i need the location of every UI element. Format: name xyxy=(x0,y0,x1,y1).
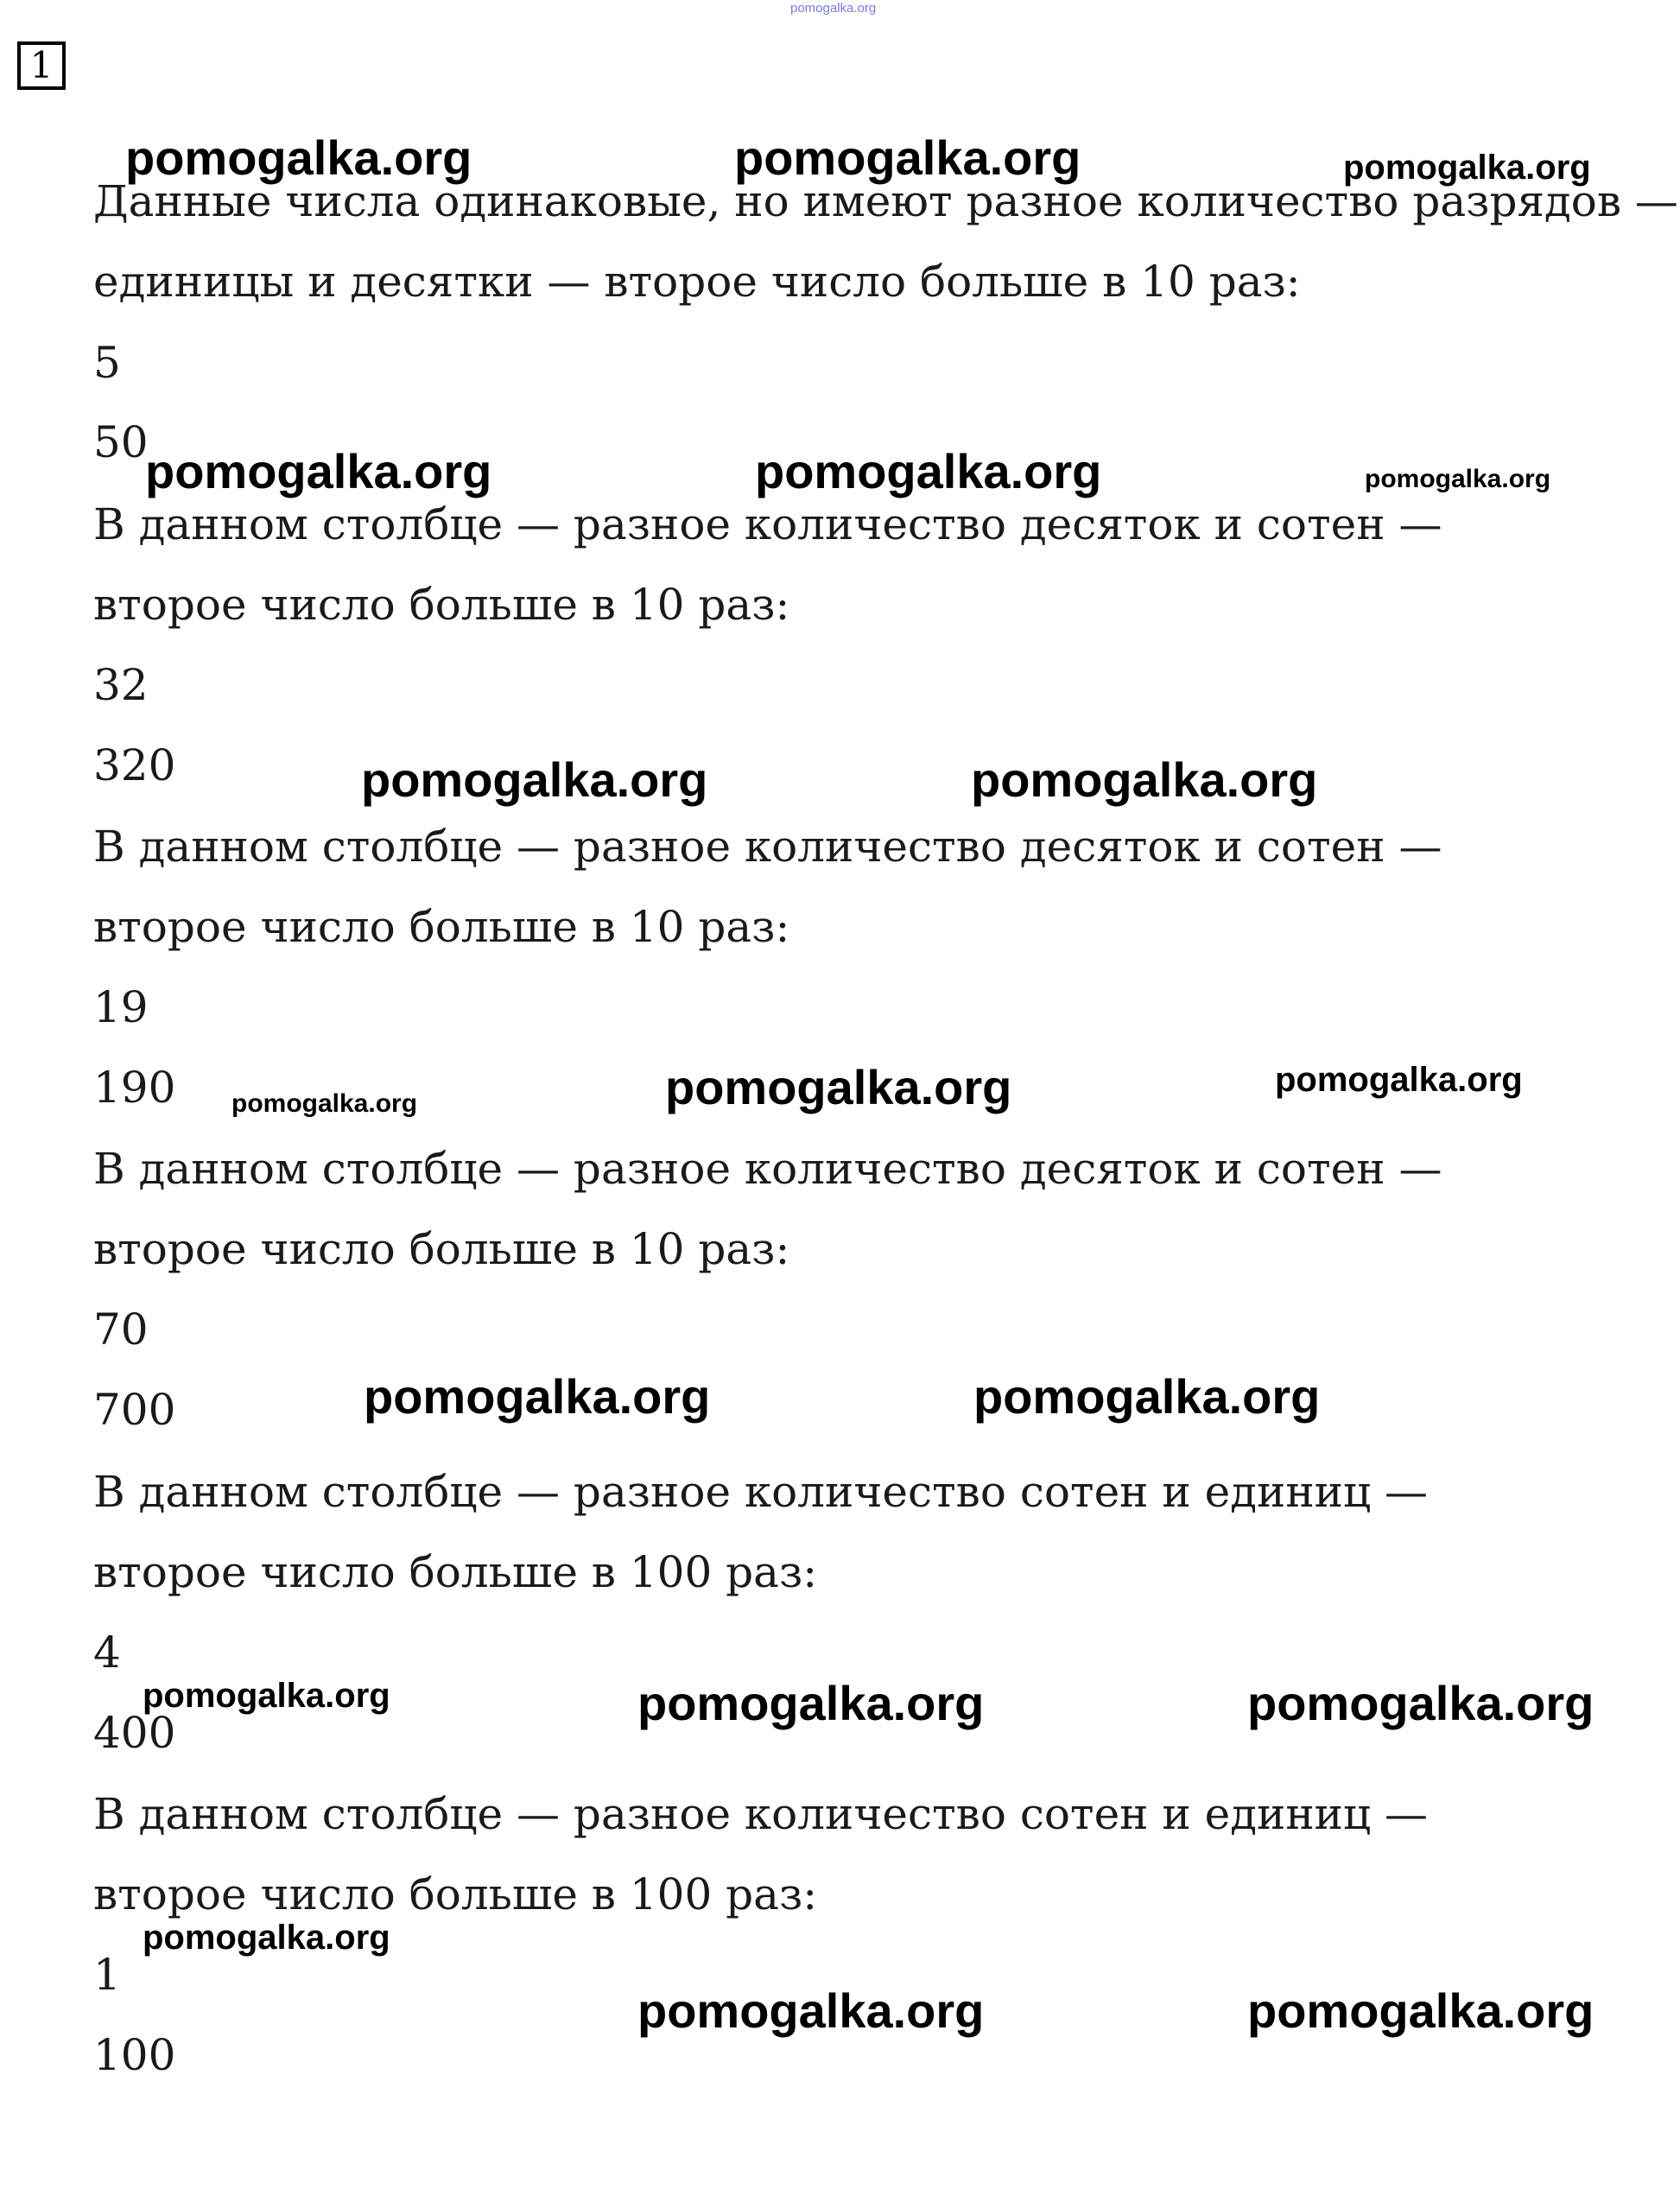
block-2-line-1: В данном столбце — разное количество десяток и сотен — xyxy=(93,499,1442,549)
watermark: pomogalka.org xyxy=(734,130,1081,185)
watermark: pomogalka.org xyxy=(145,444,492,498)
block-1-number-a: 5 xyxy=(93,338,121,388)
block-5-line-2: второе число больше в 100 раз: xyxy=(93,1547,818,1597)
block-5-number-a: 4 xyxy=(93,1627,121,1678)
watermark: pomogalka.org xyxy=(1275,1061,1523,1099)
watermark: pomogalka.org xyxy=(1365,465,1551,493)
watermark: pomogalka.org xyxy=(361,752,708,807)
watermark: pomogalka.org xyxy=(971,752,1318,807)
block-2-number-a: 32 xyxy=(93,660,149,710)
block-6-number-a: 1 xyxy=(93,1950,121,2000)
watermark-top: pomogalka.org xyxy=(790,1,877,16)
block-3-line-1: В данном столбце — разное количество десяток и сотен — xyxy=(93,822,1442,872)
watermark: pomogalka.org xyxy=(364,1369,711,1424)
block-4-line-1: В данном столбце — разное количество десяток и сотен — xyxy=(93,1144,1442,1194)
watermark: pomogalka.org xyxy=(637,1676,985,1730)
watermark: pomogalka.org xyxy=(755,444,1102,498)
watermark: pomogalka.org xyxy=(973,1369,1321,1424)
watermark: pomogalka.org xyxy=(125,130,472,185)
watermark: pomogalka.org xyxy=(143,1919,390,1957)
block-1-number-b: 50 xyxy=(93,417,149,467)
block-1-line-2: единицы и десятки — второе число больше в 10 раз: xyxy=(93,257,1301,307)
block-4-number-a: 70 xyxy=(93,1304,149,1355)
block-5-line-1: В данном столбце — разное количество сотен и единиц — xyxy=(93,1467,1429,1517)
block-4-line-2: второе число больше в 10 раз: xyxy=(93,1224,790,1274)
block-2-number-b: 320 xyxy=(93,740,176,790)
watermark: pomogalka.org xyxy=(665,1060,1012,1114)
block-6-number-b: 100 xyxy=(93,2030,176,2080)
block-3-number-b: 190 xyxy=(93,1063,176,1113)
block-3-line-2: второе число больше в 10 раз: xyxy=(93,902,790,952)
watermark: pomogalka.org xyxy=(143,1677,390,1715)
task-number: 1 xyxy=(17,41,66,90)
block-1-line-1: Данные числа одинаковые, но имеют разное количество разрядов — xyxy=(93,176,1678,226)
watermark: pomogalka.org xyxy=(1343,149,1591,187)
watermark: pomogalka.org xyxy=(1247,1983,1594,2038)
watermark: pomogalka.org xyxy=(637,1983,985,2038)
block-6-line-1: В данном столбце — разное количество сотен и единиц — xyxy=(93,1789,1429,1839)
block-3-number-a: 19 xyxy=(93,982,149,1032)
block-2-line-2: второе число больше в 10 раз: xyxy=(93,580,790,630)
block-6-line-2: второе число больше в 100 раз: xyxy=(93,1869,818,1919)
watermark: pomogalka.org xyxy=(231,1089,418,1118)
block-5-number-b: 400 xyxy=(93,1708,176,1758)
watermark: pomogalka.org xyxy=(1247,1676,1594,1730)
block-4-number-b: 700 xyxy=(93,1385,176,1435)
